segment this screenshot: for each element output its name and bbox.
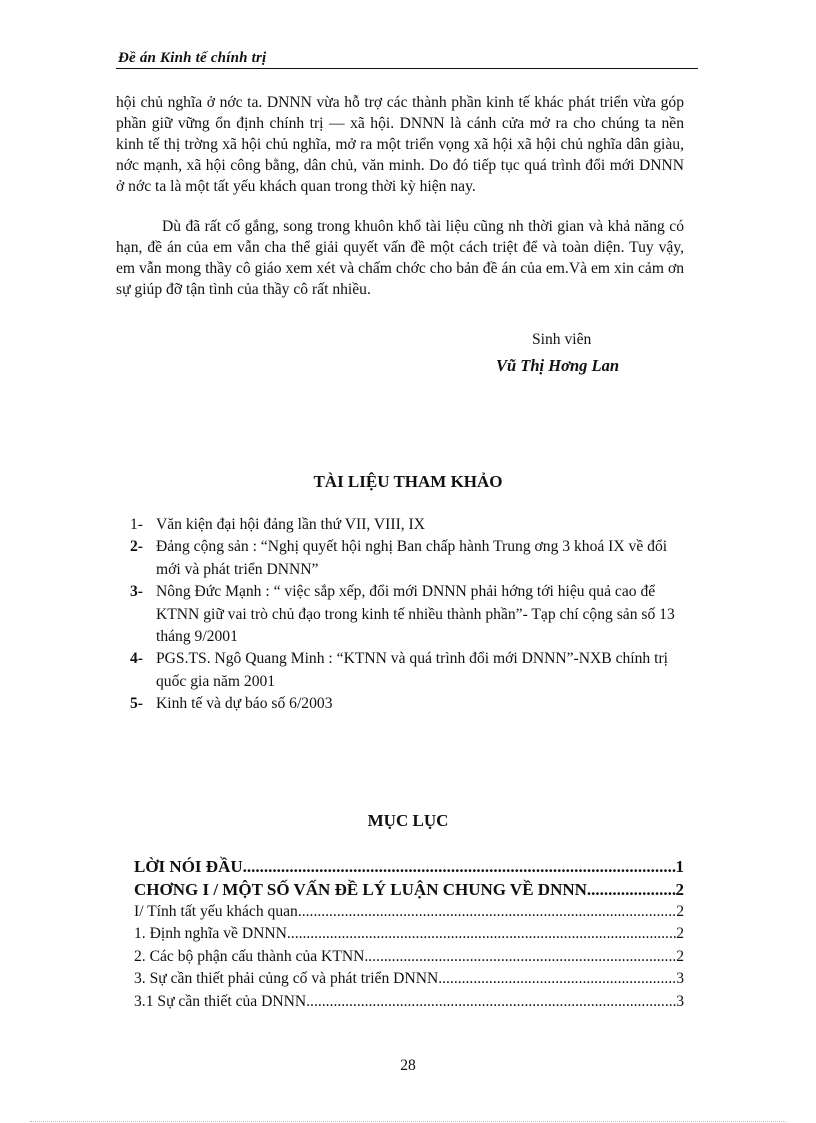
reference-text: PGS.TS. Ngô Quang Minh : “KTNN và quá trình đổi mới DNNN”-NXB chính trị quốc gia năm 2001	[156, 650, 668, 690]
reference-number: 4-	[130, 650, 143, 668]
reference-number: 3-	[130, 583, 143, 601]
reference-item	[130, 581, 690, 648]
toc-row[interactable]	[134, 968, 684, 990]
signature-label: Sinh viên	[532, 331, 592, 348]
toc-leader	[364, 946, 676, 968]
toc-entry-text: CHƠNG I / MỘT SỐ VẤN ĐỀ LÝ LUẬN CHUNG VỀ DNNN	[134, 880, 587, 899]
toc-page-number: 1	[675, 857, 684, 876]
toc-row[interactable]	[134, 878, 684, 901]
table-of-contents	[134, 855, 684, 1013]
toc-leader	[243, 855, 676, 878]
toc-page-number: 2	[676, 903, 684, 920]
body-paragraph-2: Dù đã rất cố gắng, song trong khuôn khổ tài liệu cũng nh thời gian và khả năng có hạn, đề án của em vẫn cha thể giải quyết vấn đề một cách triệt để và toàn diện. Tuy vậy, em vẫn mong thầy cô giáo xem xét và chấm chớc cho bản đề án của em.Và em xin cảm ơn sự giúp đỡ tận tình của thầy cô rất nhiều.	[116, 218, 684, 298]
toc-leader	[287, 923, 676, 945]
toc-page-number: 2	[676, 947, 684, 965]
toc-leader	[298, 901, 676, 923]
reference-text: Nông Đức Mạnh : “ việc sắp xếp, đổi mới DNNN phải hớng tới hiệu quả cao để KTNN giữ vai trò chủ đạo trong kinh tế nhiều thành phần”- Tạp chí cộng sản số 13 tháng 9/2001	[156, 583, 675, 646]
reference-item	[130, 648, 690, 693]
toc-entry-text: LỜI NÓI ĐẦU	[134, 857, 243, 876]
header-title: Đề án Kinh tế chính trị	[118, 50, 267, 66]
body-paragraph-1: hội chủ nghĩa ở nớc ta. DNNN vừa hỗ trợ các thành phần kinh tế khác phát triển vừa góp phần giữ vững ổn định chính trị — xã hội. DNNN là cánh cửa mở ra cho chúng ta nền kinh tế thị trờng xã hội chủ nghĩa, mở ra một triển vọng xã hội xã hội chủ nghĩa dân giàu, nớc mạnh, xã hội công bằng, dân chủ, văn minh. Do đó tiếp tục quá trình đổi mới DNNN ở nớc ta là một tất yếu khách quan trong thời kỳ hiện nay.	[116, 94, 684, 195]
reference-item	[130, 536, 690, 581]
toc-page-number: 3	[676, 970, 684, 988]
reference-number: 2-	[130, 538, 143, 556]
toc-leader	[438, 968, 676, 990]
page-bottom-border	[30, 1121, 786, 1122]
reference-text: Đảng cộng sản : “Nghị quyết hội nghị Ban chấp hành Trung ơng 3 khoá IX về đổi mới và phát triển DNNN”	[156, 538, 668, 578]
toc-page-number: 2	[675, 880, 684, 899]
reference-number: 1-	[130, 516, 143, 533]
reference-text: Văn kiện đại hội đảng lần thứ VII, VIII, IX	[156, 516, 426, 533]
toc-leader	[306, 991, 676, 1013]
toc-entry-text: I/ Tính tất yếu khách quan	[134, 903, 298, 920]
reference-text: Kinh tế và dự báo số 6/2003	[156, 695, 333, 713]
toc-entry-text: 2. Các bộ phận cấu thành của KTNN	[134, 947, 365, 965]
toc-heading: MỤC LỤC	[367, 811, 449, 830]
toc-row[interactable]	[134, 855, 684, 878]
toc-row[interactable]	[134, 901, 684, 923]
toc-entry-text: 3.1 Sự cần thiết của DNNN	[134, 992, 307, 1010]
references-list	[130, 514, 690, 716]
reference-number: 5-	[130, 695, 143, 713]
toc-page-number: 3	[676, 992, 684, 1010]
toc-entry-text: 3. Sự cần thiết phải củng cố và phát triển DNNN	[134, 970, 439, 988]
references-heading: TÀI LIỆU THAM KHẢO	[313, 472, 503, 491]
reference-item	[130, 514, 690, 536]
toc-page-number: 2	[676, 925, 684, 943]
reference-item	[130, 693, 690, 715]
toc-row[interactable]	[134, 946, 684, 968]
header-rule	[116, 68, 698, 69]
toc-leader	[587, 878, 676, 901]
toc-row[interactable]	[134, 923, 684, 945]
toc-entry-text: 1. Định nghĩa về DNNN	[134, 925, 287, 943]
page-number: 28	[400, 1057, 416, 1074]
signature-name: Vũ Thị Hơng Lan	[496, 356, 620, 375]
toc-row[interactable]	[134, 991, 684, 1013]
